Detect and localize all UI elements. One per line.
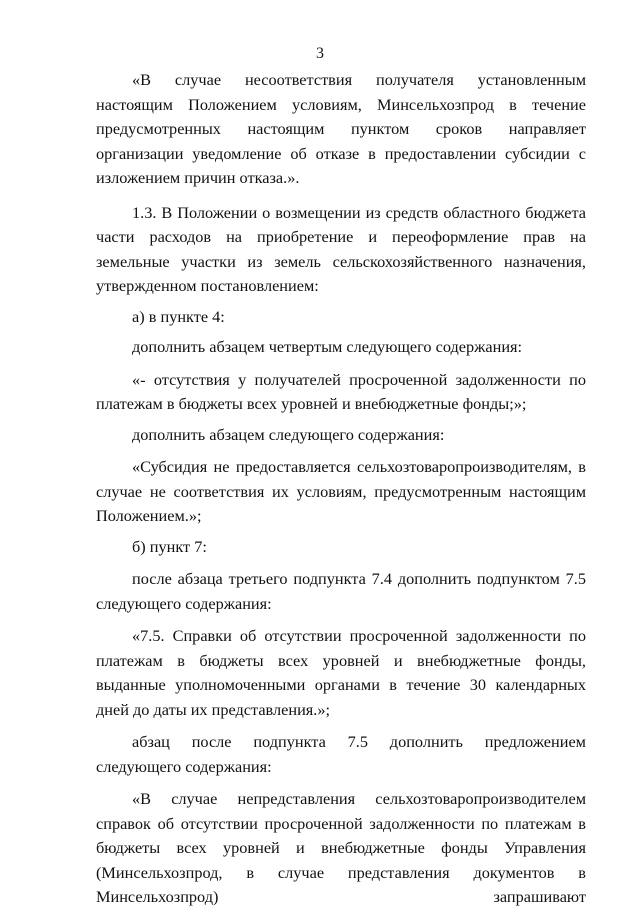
- paragraph-item-b: б) пункт 7:: [132, 536, 207, 556]
- paragraph-section-1-3: 1.3. В Положении о возмещении из средств областного бюджета части расходов на приобретение и переоформление прав на земельные участки из земель сельскохозяйственного назначения, утвержденном постановлением:: [96, 202, 586, 295]
- paragraph-non-submission: «В случае непредставления сельхозтоваропроизводителем справок об отсутствии просроченной задолженности по платежам в бюджеты всех уровней и внебюджетные фонды Управления (Минсельхозпрод, в случае представления документов в Минсельхозпрод) запрашивают: [96, 789, 586, 906]
- paragraph-7-5-certificates: «7.5. Справки об отсутствии просроченной задолженности по платежам в бюджеты всех уровней и внебюджетные фонды, выданные уполномоченными органами в течение 30 календарных дней до даты их представления.»;: [96, 626, 586, 719]
- paragraph-add-fourth-clause: дополнить абзацем четвертым следующего содержания:: [132, 337, 523, 356]
- page-number: 3: [316, 45, 324, 62]
- paragraph-add-clause: дополнить абзацем следующего содержания:: [132, 424, 445, 444]
- paragraph-subsidy-not-provided: «Субсидия не предоставляется сельхозтоваропроизводителям, в случае не соответствия их условиям, предусмотренным настоящим Положением.»;: [96, 457, 586, 525]
- paragraph-after-7-5: абзац после подпункта 7.5 дополнить предложением следующего содержания:: [96, 732, 586, 776]
- paragraph-no-overdue-debt: «- отсутствия у получателей просроченной задолженности по платежам в бюджеты всех уровней и внебюджетные фонды;»;: [96, 369, 586, 413]
- document-body: [96, 68, 586, 910]
- paragraph-item-a: а) в пункте 4:: [132, 306, 225, 326]
- paragraph-after-7-4: после абзаца третьего подпункта 7.4 дополнить подпунктом 7.5 следующего содержания:: [96, 569, 586, 613]
- paragraph-notice-of-refusal: «В случае несоответствия получателя установленным настоящим Положением условиям, Минсельхозпрод в течение предусмотренных настоящим пунктом сроков направляет организации уведомление об отказе в предоставлении субсидии с изложением причин отказа.».: [96, 70, 586, 187]
